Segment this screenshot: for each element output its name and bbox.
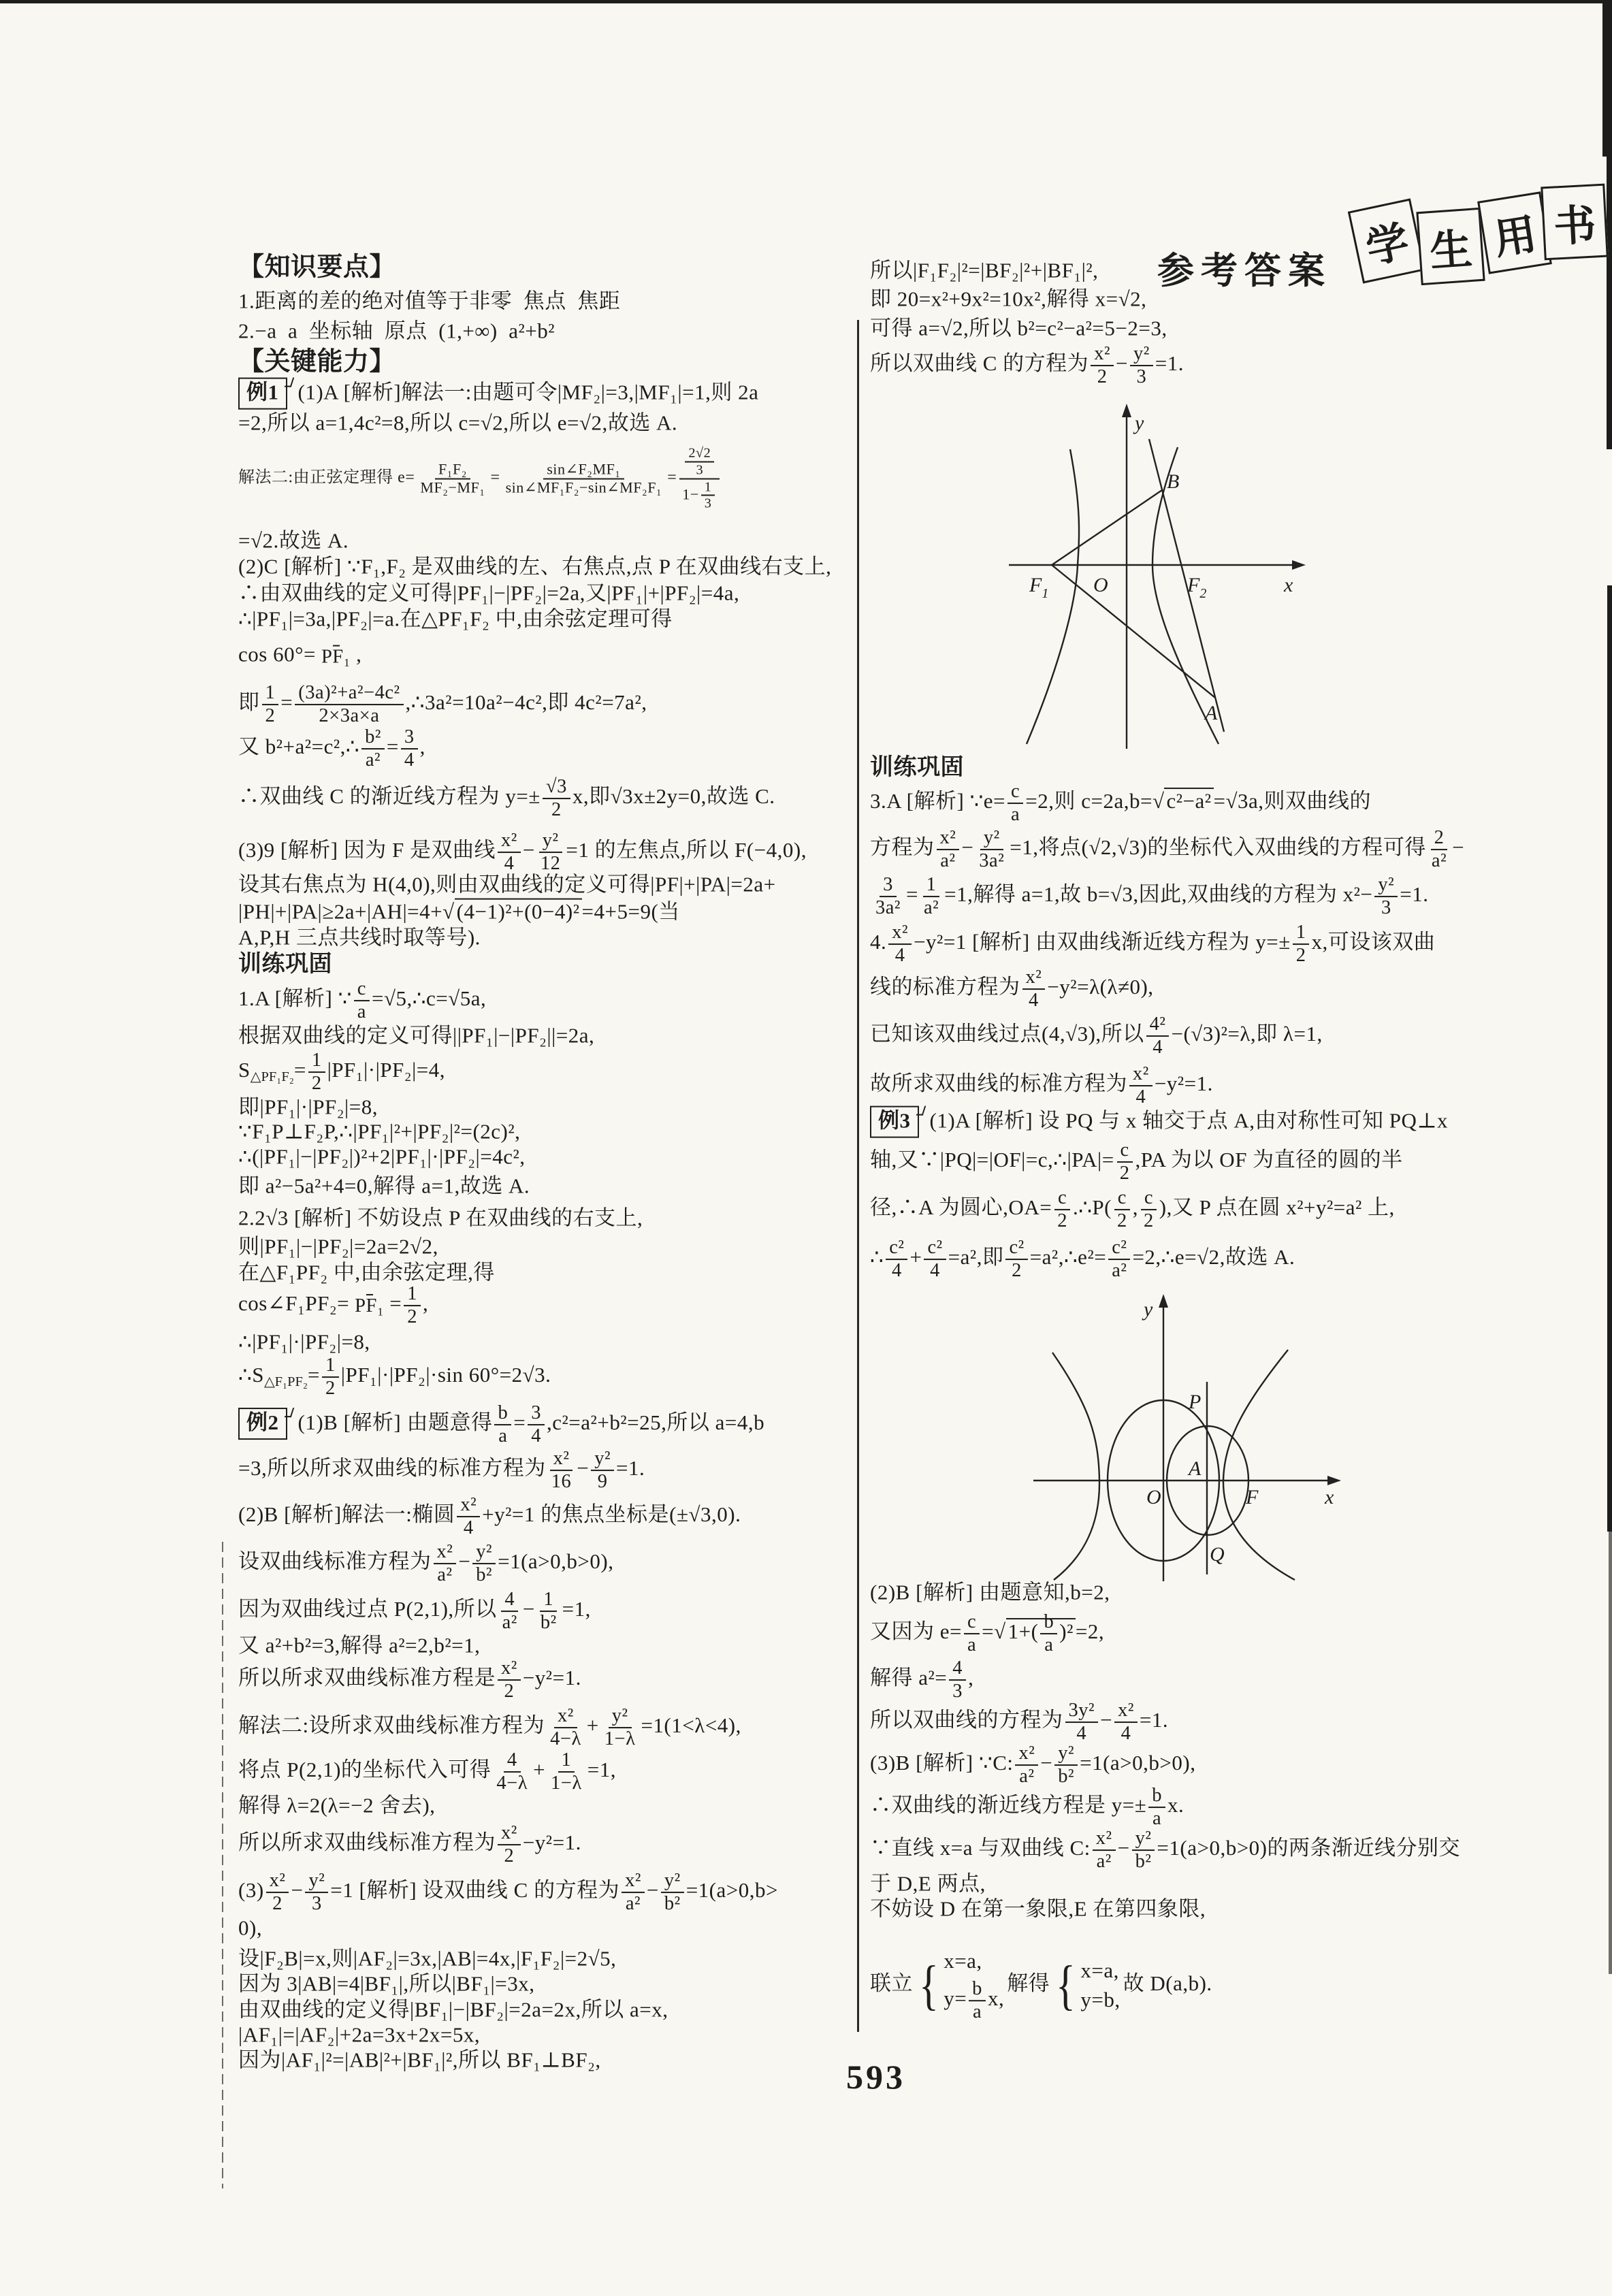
text-line: ∴由双曲线的定义可得|PF₁|−|PF₂|=2a,又|PF₁|+|PF₂|=4a, [238, 581, 740, 605]
text-line: |AF₁|=|AF₂|+2a=3x+2x=5x, [238, 2022, 481, 2047]
hyperbola-left-branch [1027, 449, 1079, 744]
text-line: 线的标准方程为 $\frac{\text{x²}}{4}$ −y²=λ(λ≠0), [870, 967, 1154, 1011]
text-line: 即 a²−5a²+4=0,解得 a=1,故选 A. [238, 1174, 530, 1198]
point-label-Q: Q [1210, 1543, 1225, 1566]
text-line: 1.A [解析] ∵ $\frac{c}{a}$ =√5,∴c=√5a, [238, 978, 487, 1022]
text-line: 根据双曲线的定义可得||PF₁|−|PF₂||=2a, [238, 1023, 595, 1048]
y-axis-label: y [1135, 412, 1144, 434]
text-line: (2)C [解析] ∵F₁,F₂ 是双曲线的左、右焦点,点 P 在双曲线右支上, [238, 554, 832, 579]
text-line: 故所求双曲线的标准方程为 $\frac{\text{x²}}{4}$ −y²=1. [870, 1063, 1213, 1107]
text-line: 已知该双曲线过点(4,√3),所以 $\frac{\text{4²}}{4}$ −(√3)²=λ,即 λ=1, [870, 1014, 1323, 1058]
stamp-tile-4 [1541, 184, 1609, 261]
text-line: ∵F₁P⊥F₂P,∴|PF₁|²+|PF₂|²=(2c)², [238, 1119, 521, 1144]
point-label-O: O [1093, 574, 1108, 596]
text-line: =2,所以 a=1,4c²=8,所以 c=√2,所以 e=√2,故选 A. [238, 410, 678, 435]
text-line: ∴S△F₁PF₂= $\frac{1}{2}$ |PF₁|·|PF₂|·sin 60°=2√3. [238, 1355, 551, 1399]
text-line: cos 60°= PF₁ , [238, 642, 362, 668]
text-line: 于 D,E 两点, [870, 1871, 986, 1896]
point-label-F2: $F_2$ [1187, 574, 1207, 601]
stamp-char: 书 [1552, 201, 1598, 251]
text-line: 训练巩固 [238, 951, 332, 977]
text-line: 例2 (1)B [解析] 由题意得 $\frac{b}{a}$ = $\frac{3}{4}$ ,c²=a²+b²=25,所以 a=4,b [238, 1402, 764, 1447]
left-crease-line [222, 1542, 223, 2188]
text-line: 又 b²+a²=c²,∴ $\frac{\text{b²}}{\text{a²}}$ = $\frac{3}{4}$ , [238, 726, 425, 771]
text-line: 在△F₁PF₂ 中,由余弦定理,得 [238, 1260, 495, 1284]
text-line: 所以|F₁F₂|²=|BF₂|²+|BF₁|², [870, 258, 1099, 282]
right-edge-bar [1609, 1532, 1612, 1974]
text-line: 4. $\frac{\text{x²}}{4}$ −y²=1 [解析] 由双曲线渐近线方程为 y=± $\frac{1}{2}$ x,可设该双曲 [870, 922, 1436, 966]
column-divider-line [857, 320, 859, 2032]
segment-F1-B [1052, 490, 1162, 565]
text-line: =√2.故选 A. [238, 528, 349, 553]
text-line: ∴|PF₁|=3a,|PF₂|=a.在△PF₁F₂ 中,由余弦定理可得 [238, 607, 673, 631]
text-line: 解得 a²= $\frac{4}{3}$ , [870, 1658, 974, 1702]
text-line: A,P,H 三点共线时取等号). [238, 925, 481, 950]
text-line: 轴,又∵|PQ|=|OF|=c,∴|PA|= $\frac{c}{2}$ ,PA 为以 OF 为直径的圆的半 [870, 1139, 1403, 1184]
text-line: 径,∴A 为圆心,OA= $\frac{c}{2}$ .∴P( $\frac{c}{2}$ , $\frac{c}{2}$ ),又 P 点在圆 x²+y²=a² 上, [870, 1187, 1395, 1231]
x-axis-label: x [1325, 1486, 1334, 1508]
text-line: 所以双曲线 C 的方程为 $\frac{\text{x²}}{2}$ − $\frac{\text{y²}}{3}$ =1. [870, 343, 1184, 387]
stamp-tile-1 [1348, 198, 1425, 283]
text-line: $\frac{3}{\text{3a²}}$ = $\frac{1}{\text{a²}}$ =1,解得 a=1,故 b=√3,因此,双曲线的方程为 x²− $\frac{\text{y²}}{3}$ =1. [875, 874, 1429, 918]
text-line: 又 a²+b²=3,解得 a²=2,b²=1, [238, 1633, 481, 1658]
text-line: (2)B [解析]解法一:椭圆 $\frac{\text{x²}}{4}$ +y²=1 的焦点坐标是(±√3,0). [238, 1494, 741, 1538]
text-line: 例1 (1)A [解析]解法一:由题可令|MF₂|=3,|MF₁|=1,则 2a [238, 378, 758, 410]
text-line: (3)9 [解析] 因为 F 是双曲线 $\frac{\text{x²}}{4}$ − $\frac{\text{y²}}{12}$ =1 的左焦点,所以 F(−4,0), [238, 830, 807, 874]
text-line: 0), [238, 1915, 263, 1940]
text-line: 将点 P(2,1)的坐标代入可得 $\frac{4}{4-\lambda}$ + $\frac{1}{1-\lambda}$ =1, [238, 1749, 616, 1794]
text-line: 因为|AF₁|²=|AB|²+|BF₁|²,所以 BF₁⊥BF₂, [238, 2048, 601, 2072]
x-axis-arrowhead [1327, 1476, 1341, 1485]
stamp-char: 生 [1428, 226, 1474, 276]
x-axis-arrowhead [1292, 560, 1306, 570]
text-line: 即 $\frac{1}{2}$ = $\frac{\text{(3a)²+a²−4c²}}{2\times 3a\times a}$ ,∴3a²=10a²−4c²,即 4c²=7a², [238, 682, 647, 726]
right-edge-bar [1607, 157, 1612, 449]
point-label-A: A [1205, 702, 1218, 724]
text-line: 所以双曲线的方程为 $\frac{\text{3y²}}{4}$ − $\frac{\text{x²}}{4}$ =1. [870, 1700, 1169, 1744]
hyperbola-diagram-1 [994, 398, 1375, 752]
text-line: 则|PF₁|−|PF₂|=2a=2√2, [238, 1234, 438, 1259]
text-line: (3)B [解析] ∵C: $\frac{\text{x²}}{\text{a²}}$ − $\frac{\text{y²}}{\text{b²}}$ =1(a>0,b>0), [870, 1743, 1196, 1787]
top-border-line [0, 0, 1612, 3]
text-line: 联立 { x=a, y= $\frac{b}{a}$ x, 解得 { x=a, y=b, 故 D(a,b). [870, 1949, 1212, 2022]
hyperbola-right-branch [1223, 1350, 1295, 1580]
stamp-tile-3 [1477, 191, 1552, 274]
hyperbola-diagram-2 [1021, 1290, 1402, 1583]
text-line: 【知识要点】 [238, 253, 396, 282]
y-axis-arrowhead [1159, 1294, 1168, 1308]
text-line: 2.−a a 坐标轴 原点 (1,+∞) a²+b² [238, 319, 555, 343]
text-line: |PH|+|PA|≥2a+|AH|=4+√(4−1)²+(0−4)²=4+5=9(当 [238, 899, 680, 924]
text-line: 又因为 e= $\frac{c}{a}$ =√1+( $\frac{b}{a}$ )²=2, [870, 1611, 1105, 1655]
text-line: 因为 3|AB|=4|BF₁|,所以|BF₁|=3x, [238, 1971, 535, 1996]
text-line: 因为双曲线过点 P(2,1),所以 $\frac{4}{\text{a²}}$ − $\frac{1}{\text{b²}}$ =1, [238, 1589, 591, 1633]
text-line: 解法二:由正弦定理得 e= $\frac{\text{F₁F₂}}{\text{MF₂−MF₁}}$ = $\frac{\text{sin∠F₂MF₁}}{\text{sin∠MF₁F₂−sin∠MF₂F₁}}$ = $\frac{2√2}{3}$ 1− $\frac{1}{3}$ [238, 446, 722, 512]
text-line: ∴|PF₁|·|PF₂|=8, [238, 1329, 370, 1354]
text-line: ∵直线 x=a 与双曲线 C: $\frac{\text{x²}}{\text{a²}}$ − $\frac{\text{y²}}{\text{b²}}$ =1(a>0,b>0)的两条渐近线分别交 [870, 1828, 1460, 1872]
y-axis-label: y [1144, 1298, 1153, 1321]
text-line: 设双曲线标准方程为 $\frac{\text{x²}}{\text{a²}}$ − $\frac{\text{y²}}{\text{b²}}$ =1(a>0,b>0), [238, 1541, 614, 1585]
y-axis-arrowhead [1122, 404, 1131, 417]
text-line: ∴双曲线的渐近线方程是 y=± $\frac{b}{a}$ x. [870, 1785, 1184, 1829]
text-line: =3,所以所求双曲线的标准方程为 $\frac{\text{x²}}{16}$ − $\frac{\text{y²}}{9}$ =1. [238, 1448, 645, 1492]
text-line: 即|PF₁|·|PF₂|=8, [238, 1095, 378, 1119]
stamp-tile-2 [1416, 208, 1485, 285]
right-edge-bar [1602, 0, 1612, 157]
text-line: 2.2√3 [解析] 不妨设点 P 在双曲线的右支上, [238, 1206, 643, 1230]
text-line: ∴ $\frac{\text{c²}}{4}$ + $\frac{\text{c²}}{4}$ =a²,即 $\frac{\text{c²}}{2}$ =a²,∴e²= $\frac{\text{c²}}{\text{a²}}$ =2,∴e=√2,故选 A. [870, 1237, 1295, 1281]
page-number: 593 [846, 2058, 905, 2096]
point-label-F: F [1246, 1486, 1259, 1508]
line-through-B-A [1149, 439, 1224, 732]
text-line: 设|F₂B|=x,则|AF₂|=3x,|AB|=4x,|F₁F₂|=2√5, [238, 1946, 617, 1971]
x-axis-label: x [1284, 574, 1293, 596]
text-line: ∴(|PF₁|−|PF₂|)²+2|PF₁|·|PF₂|=4c², [238, 1144, 526, 1169]
text-line: 不妨设 D 在第一象限,E 在第四象限, [870, 1896, 1206, 1921]
text-line: 所以所求双曲线标准方程是 $\frac{\text{x²}}{2}$ −y²=1. [238, 1658, 581, 1702]
right-edge-bar [1607, 585, 1612, 1532]
stamp-char: 学 [1361, 218, 1413, 273]
text-line: 【关键能力】 [238, 347, 396, 376]
point-label-O: O [1146, 1486, 1161, 1508]
text-line: 1.距离的差的绝对值等于非零 焦点 焦距 [238, 289, 621, 313]
point-label-F1: $F_1$ [1029, 574, 1049, 601]
text-line: 解法二:设所求双曲线标准方程为 $\frac{\text{x²}}{4-\lambda}$ + $\frac{\text{y²}}{1-\lambda}$ =1(1<λ<4), [238, 1705, 741, 1749]
text-line: 即 20=x²+9x²=10x²,解得 x=√2, [870, 287, 1147, 311]
text-line: 解得 λ=2(λ=−2 舍去), [238, 1793, 436, 1817]
text-line: 训练巩固 [870, 754, 964, 780]
text-line: (2)B [解析] 由题意知,b=2, [870, 1580, 1110, 1604]
text-line: 例3 (1)A [解析] 设 PQ 与 x 轴交于点 A,由对称性可知 PQ⊥x [870, 1106, 1448, 1138]
text-line: 3.A [解析] ∵e= $\frac{c}{a}$ =2,则 c=2a,b=√c²−a²=√3a,则双曲线的 [870, 781, 1372, 825]
text-line: (3) $\frac{\text{x²}}{2}$ − $\frac{\text{y²}}{3}$ =1 [解析] 设双曲线 C 的方程为 $\frac{\text{x²}}{\text{a²}}$ − $\frac{\text{y²}}{\text{b²}}$ =1(a>0,b> [238, 1870, 778, 1914]
text-line: 由双曲线的定义得|BF₁|−|BF₂|=2a=2x,所以 a=x, [238, 1997, 668, 2022]
page-title: 参考答案 [1157, 250, 1332, 291]
point-label-P: P [1189, 1391, 1202, 1413]
text-line: 可得 a=√2,所以 b²=c²−a²=5−2=3, [870, 316, 1167, 340]
text-line: 所以所求双曲线标准方程为 $\frac{\text{x²}}{2}$ −y²=1. [238, 1822, 581, 1866]
stamp-char: 用 [1491, 210, 1540, 263]
point-label-A: A [1189, 1457, 1202, 1480]
text-line: ∴双曲线 C 的渐近线方程为 y=± $\frac{√3}{2}$ x,即√3x±2y=0,故选 C. [238, 776, 775, 820]
text-line: cos∠F₁PF₂= PF₁ = $\frac{1}{2}$ , [238, 1283, 429, 1327]
point-label-B: B [1167, 470, 1180, 493]
text-line: S△PF₁F₂= $\frac{1}{2}$ |PF₁|·|PF₂|=4, [238, 1050, 446, 1094]
text-line: 方程为 $\frac{\text{x²}}{\text{a²}}$ − $\frac{\text{y²}}{\text{3a²}}$ =1,将点(√2,√3)的坐标代入双曲线的方程可得 $\frac{2}{\text{a²}}$ − [870, 827, 1465, 871]
text-line: 设其右焦点为 H(4,0),则由双曲线的定义可得|PF|+|PA|=2a+ [238, 872, 776, 896]
hyperbola-left-branch [1052, 1353, 1099, 1580]
